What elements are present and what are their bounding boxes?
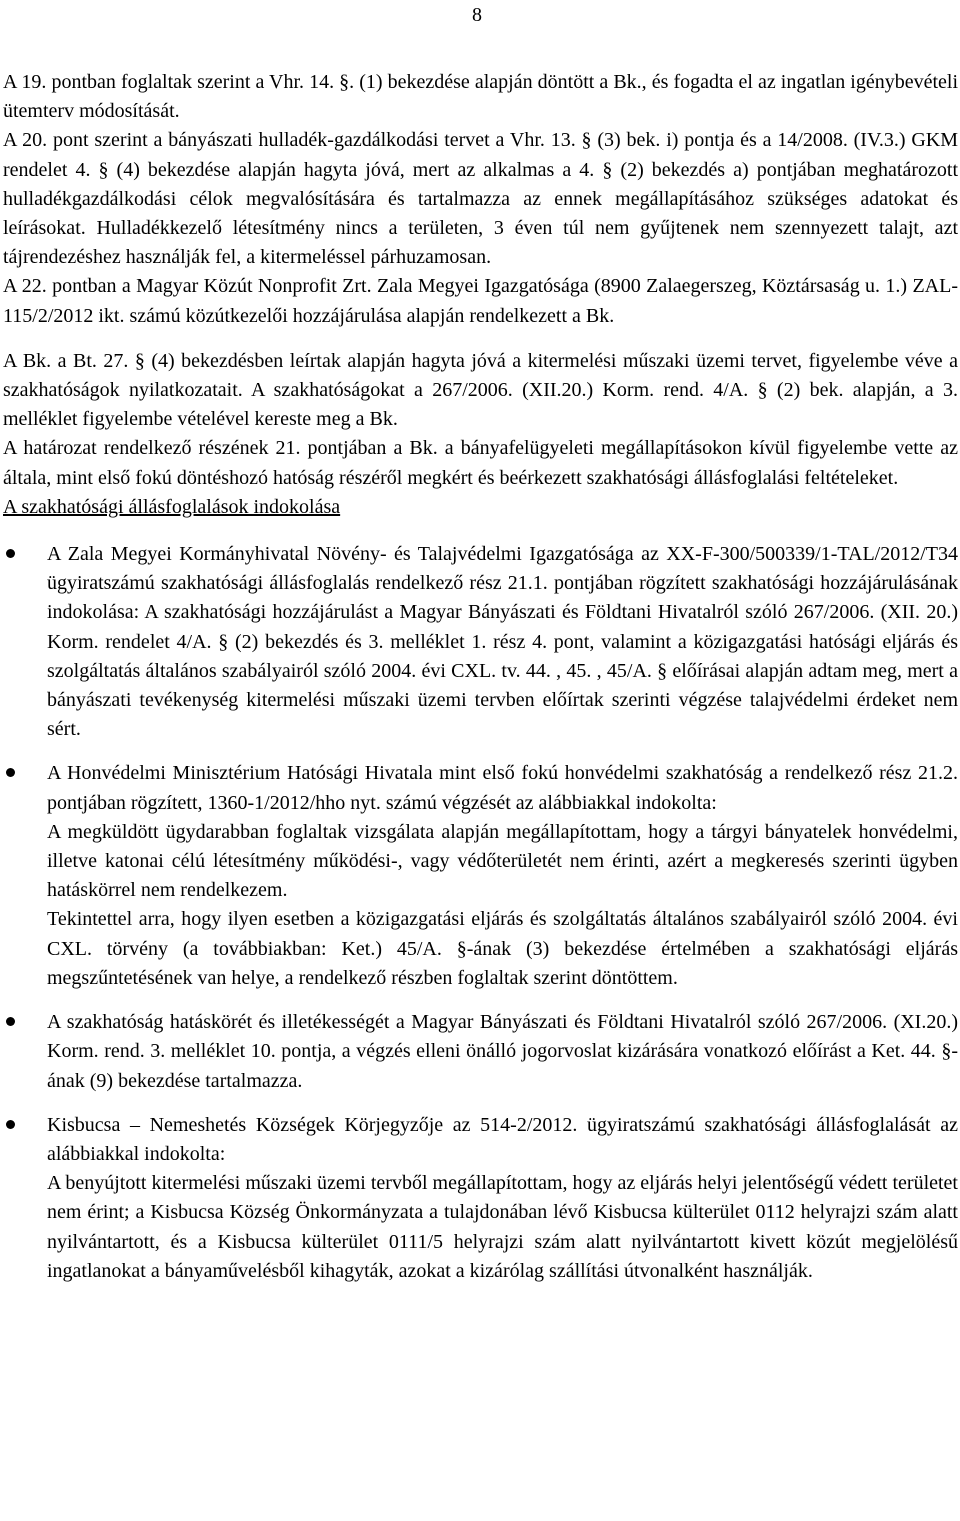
list-item-notary: [3, 1111, 958, 1286]
page-number: 8: [472, 4, 482, 26]
section-heading: A szakhatósági állásfoglalások indokolása: [3, 495, 341, 518]
list-item-defence-ministry: [3, 759, 958, 993]
list-item-text: A Honvédelmi Minisztérium Hatósági Hivatala mint első fokú honvédelmi szakhatóság a rendelkező rész 21.2. pontjában rögzített, 1360-1/2012/hho nyt. számú végzését az alábbiakkal indokolta:: [47, 762, 958, 814]
authority-opinions-list: [3, 540, 958, 1286]
paragraph-bt27: A Bk. a Bt. 27. § (4) bekezdésben leírtak alapján hagyta jóvá a kitermelési műszaki üzemi tervet, figyelembe véve a szakhatóságok nyilatkozatait. A szakhatóságokat a 267/2006. (XII.20.) Korm. rend. 4/A. § (2) bek. alapján, a 3. melléklet figyelembe vételével kereste meg a Bk.: [3, 349, 958, 431]
bullet-icon: [6, 1017, 15, 1026]
bullet-icon: [6, 768, 15, 777]
paragraph-gap: [3, 331, 958, 347]
list-item-text: A megküldött ügydarabban foglaltak vizsgálata alapján megállapítottam, hogy a tárgyi bányatelek honvédelmi, illetve katonai célú létesítmény működési-, vagy védőterületét nem érinti, azért a megkeresés szerinti ügyben hatáskörrel nem rendelkezem.: [47, 820, 958, 902]
list-item-competence: [3, 1008, 958, 1096]
document-body: [3, 68, 958, 1286]
paragraph-22: A 22. pontban a Magyar Közút Nonprofit Zrt. Zala Megyei Igazgatósága (8900 Zalaegerszeg, Köztársaság u. 1.) ZAL-115/2/2012 ikt. számú közútkezelői hozzájárulása alapján rendelkezett a Bk.: [3, 275, 958, 327]
list-item-text: A Zala Megyei Kormányhivatal Növény- és Talajvédelmi Igazgatósága az XX-F-300/500339/1-TAL/2012/T34 ügyiratszámú szakhatósági állásfoglalás rendelkező rész 21.1. pontjában rögzített szakhatósági hozzájárulásának indokolása: A szakhatósági hozzájárulást a Magyar Bányászati és Földtani Hivatalról szóló 267/2006. (XII. 20.) Korm. rendelet 4/A. § (2) bekezdés és 3. melléklet 1. rész 4. pont, valamint a közigazgatási hatósági eljárás és szolgáltatás általános szabályairól szóló 2004. évi CXL. tv. 44. , 45. , 45/A. § előírásai alapján adtam meg, mert a bányászati tevékenység kitermelési műszaki üzemi tervben előírtak szerinti végzése talajvédelmi érdeket nem sért.: [47, 543, 958, 741]
paragraph-20: A 20. pont szerint a bányászati hulladék-gazdálkodási tervet a Vhr. 13. § (3) bek. i) pontja és a 14/2008. (IV.3.) GKM rendelet 4. § (4) bekezdése alapján hagyta jóvá, mert az alkalmas a 4. § (2) bekezdés a) pontjában meghatározott hulladékgazdálkodási célok megvalósítására és tartalmazza az ennek megállapításához szükséges adatokat és leírásokat. Hulladékkezelő létesítmény nincs a területen, 3 éven túl nem gyűjtenek nem szennyezett talajt, azt tájrendezéshez használják fel, a kitermeléssel párhuzamosan.: [3, 129, 958, 269]
bullet-icon: [6, 1120, 15, 1129]
list-item-text: Tekintettel arra, hogy ilyen esetben a közigazgatási eljárás és szolgáltatás általános szabályairól szóló 2004. évi CXL. törvény (a továbbiakban: Ket.) 45/A. §-ának (3) bekezdése értelmében a szakhatósági eljárás megszűntetésének van helye, a rendelkező részben foglaltak szerint döntöttem.: [47, 908, 958, 989]
list-item-text: A benyújtott kitermelési műszaki üzemi tervből megállapítottam, hogy az eljárás helyi jelentőségű védett területet nem érint; a Kisbucsa Község Önkormányzata a tulajdonában lévő Kisbucsa külterület 0112 helyrajzi szám alatt nyilvántartott, és a Kisbucsa külterület 0111/5 helyrajzi szám alatt nyilvántartott kivett közút megjelölésű ingatlanokat a bányaművelésből kihagyták, azokat a kizárólag szállítási útvonalként használják.: [47, 1172, 958, 1282]
list-item-text: A szakhatóság hatáskörét és illetékességét a Magyar Bányászati és Földtani Hivatalról szóló 267/2006. (XI.20.) Korm. rend. 3. melléklet 10. pontja, a végzés elleni önálló jogorvoslat kizárására vonatkozó előírást a Ket. 44. §-ának (9) bekezdése tartalmazza.: [47, 1011, 958, 1092]
bullet-icon: [6, 549, 15, 558]
paragraph-19: A 19. pontban foglaltak szerint a Vhr. 14. §. (1) bekezdése alapján döntött a Bk., és fogadta el az ingatlan igénybevételi ütemterv módosítását.: [3, 71, 958, 123]
list-item-text: Kisbucsa – Nemeshetés Községek Körjegyzője az 514-2/2012. ügyiratszámú szakhatósági állásfoglalását az alábbiakkal indokolta:: [47, 1113, 958, 1165]
paragraph-point-21: A határozat rendelkező részének 21. pontjában a Bk. a bányafelügyeleti megállapításokon kívül figyelembe vette az általa, mint első fokú döntéshozó hatóság részéről megkért és beérkezett szakhatósági állásfoglalási feltételeket.: [3, 437, 958, 489]
list-item-soil-protection: [3, 540, 958, 744]
